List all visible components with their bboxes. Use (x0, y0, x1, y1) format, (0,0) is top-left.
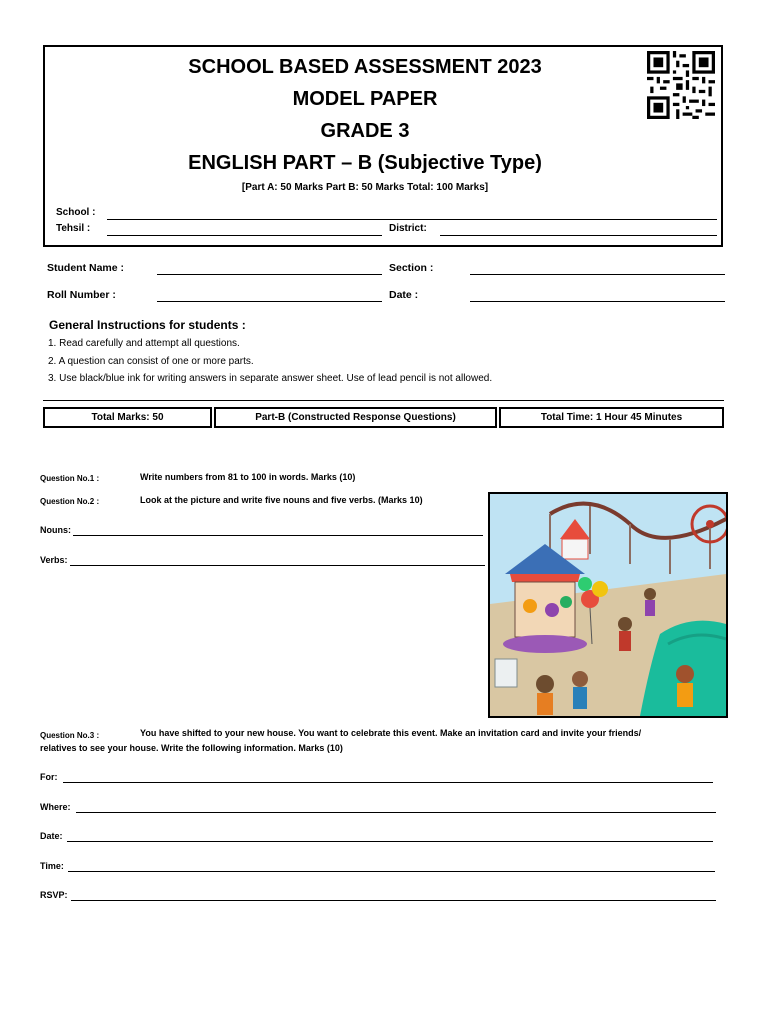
question-2-text: Look at the picture and write five nouns and five verbs. (Marks 10) (140, 495, 423, 505)
date-label: Date : (389, 289, 419, 301)
title-assessment: SCHOOL BASED ASSESSMENT 2023 (188, 56, 542, 78)
instruction-item: 2. A question can consist of one or more parts. (48, 356, 254, 367)
question-3-text-line1: You have shifted to your new house. You want to celebrate this event. Make an invitation card and invite your friends/ (140, 728, 642, 738)
instruction-item: 1. Read carefully and attempt all questions. (48, 338, 240, 349)
school-field[interactable] (107, 219, 717, 220)
tehsil-field[interactable] (107, 235, 382, 236)
part-box: Part-B (Constructed Response Questions) (214, 407, 497, 428)
question-1-text: Write numbers from 81 to 100 in words. Marks (10) (140, 472, 356, 482)
school-label: School : (56, 207, 96, 218)
marks-summary: [Part A: 50 Marks Part B: 50 Marks Total: 100 Marks] (241, 182, 489, 193)
rsvp-field[interactable] (71, 900, 716, 901)
roll-number-label: Roll Number : (47, 289, 116, 301)
instructions-title: General Instructions for students : (49, 318, 246, 332)
nouns-label: Nouns: (40, 525, 71, 535)
student-name-field[interactable] (157, 274, 382, 275)
date-q3-label: Date: (40, 831, 63, 841)
for-label: For: (40, 772, 58, 782)
where-field[interactable] (76, 812, 716, 813)
instruction-item: 3. Use black/blue ink for writing answers in separate answer sheet. Use of lead pencil is not allowed. (48, 373, 493, 384)
amusement-park-illustration (490, 494, 726, 716)
qr-code-icon (647, 51, 715, 119)
question-1-label: Question No.1 : (40, 474, 100, 483)
question-2-label: Question No.2 : (40, 497, 100, 506)
title-subject: ENGLISH PART – B (Subjective Type) (188, 152, 542, 174)
for-field[interactable] (63, 782, 713, 783)
fair-picture (488, 492, 728, 718)
verbs-field[interactable] (70, 565, 485, 566)
roll-number-field[interactable] (157, 301, 382, 302)
question-3-text-line2: relatives to see your house. Write the following information. Marks (10) (40, 743, 343, 753)
nouns-field[interactable] (73, 535, 483, 536)
time-field[interactable] (68, 871, 715, 872)
rsvp-label: RSVP: (40, 890, 68, 900)
tehsil-label: Tehsil : (56, 223, 91, 234)
section-label: Section : (389, 262, 434, 274)
student-name-label: Student Name : (47, 262, 125, 274)
verbs-label: Verbs: (40, 555, 68, 565)
header-box (43, 45, 723, 247)
question-3-label: Question No.3 : (40, 731, 100, 740)
total-marks-box: Total Marks: 50 (43, 407, 212, 428)
time-label: Time: (40, 861, 64, 871)
district-label: District: (389, 223, 427, 234)
title-model-paper: MODEL PAPER (292, 88, 438, 110)
date-field[interactable] (470, 301, 725, 302)
total-time-box: Total Time: 1 Hour 45 Minutes (499, 407, 724, 428)
divider (43, 400, 724, 401)
where-label: Where: (40, 802, 71, 812)
section-field[interactable] (470, 274, 725, 275)
district-field[interactable] (440, 235, 717, 236)
date-q3-field[interactable] (67, 841, 713, 842)
title-grade: GRADE 3 (320, 120, 410, 142)
